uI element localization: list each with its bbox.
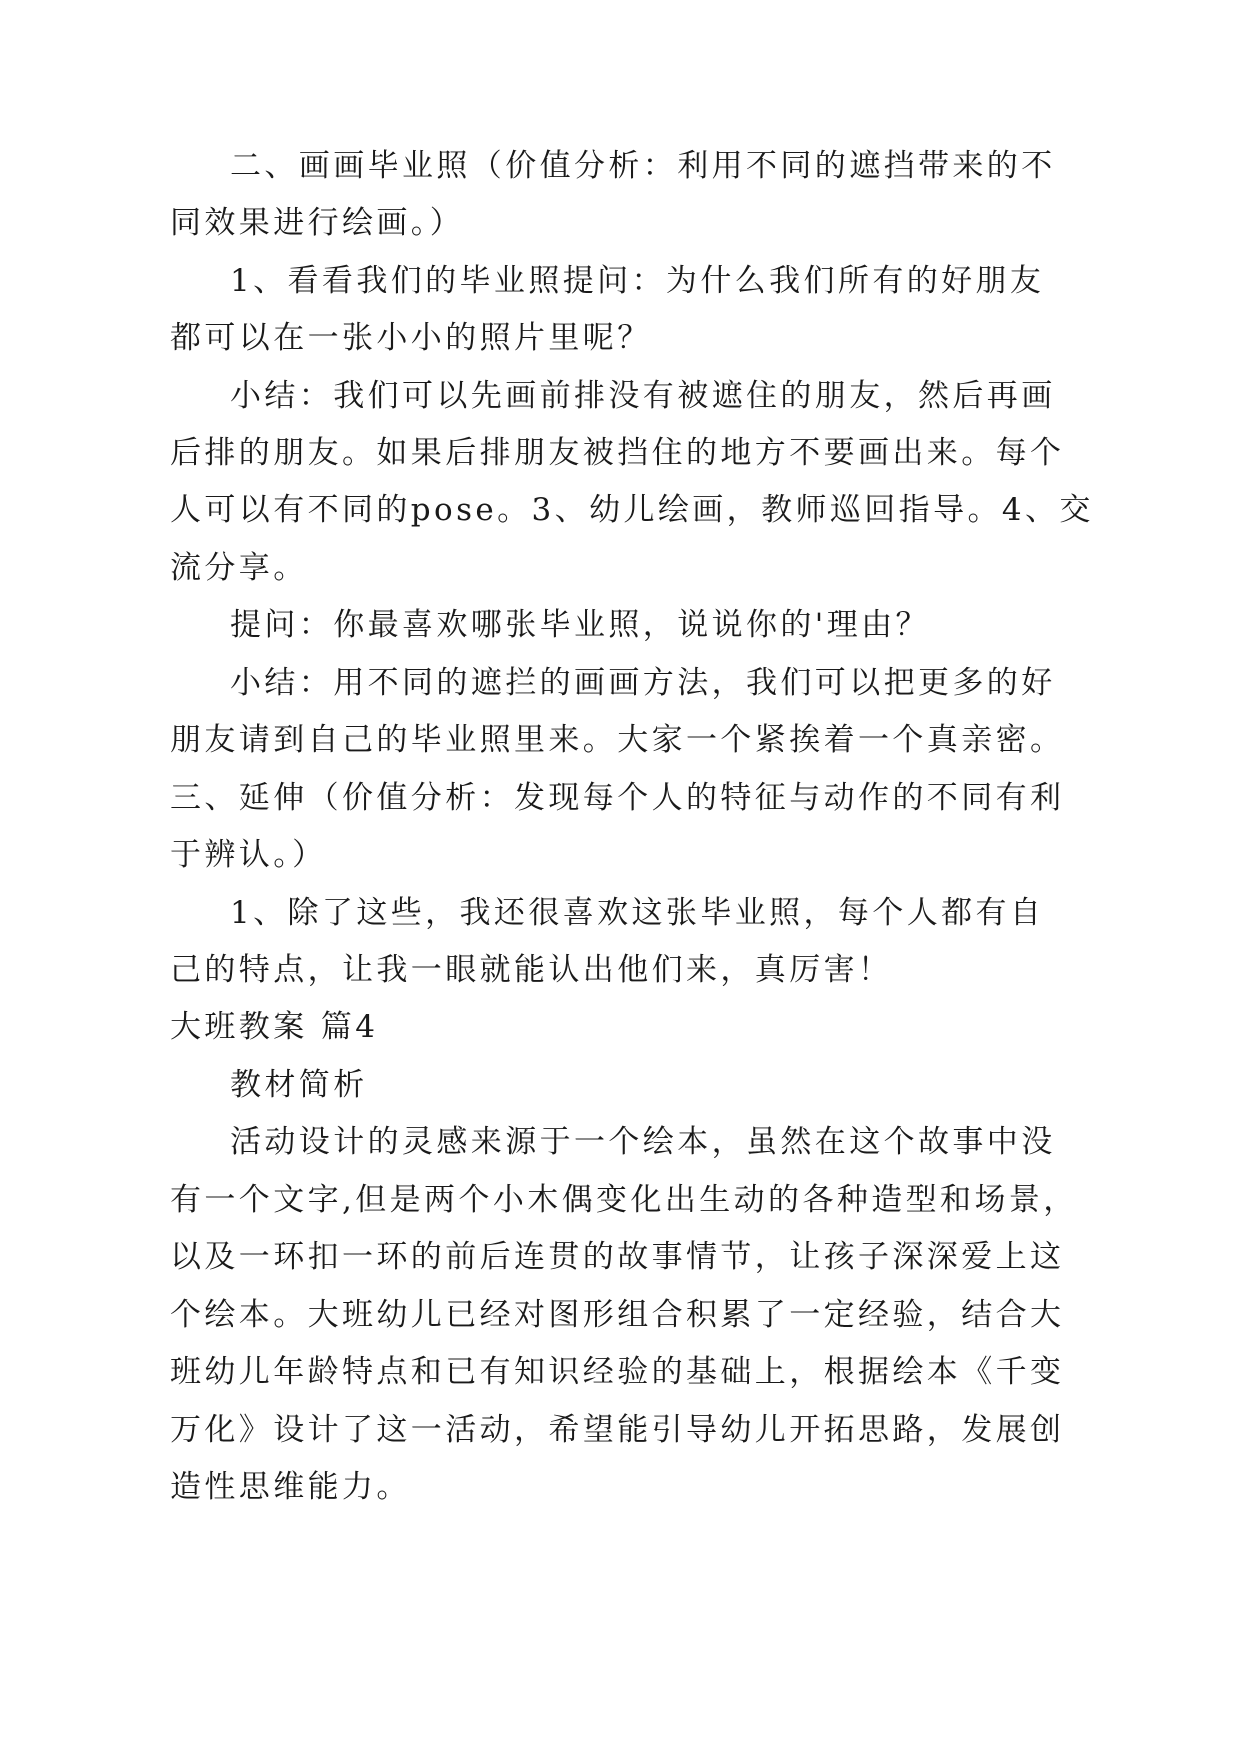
- text-line: 小结：用不同的遮拦的画画方法，我们可以把更多的好: [230, 665, 1056, 701]
- text-line: 有一个文字,但是两个小木偶变化出生动的各种造型和场景，: [170, 1182, 1078, 1218]
- text-line: 人可以有不同的pose。3、幼儿绘画，教师巡回指导。4、交: [170, 492, 1094, 528]
- text-line: 朋友请到自己的毕业照里来。大家一个紧挨着一个真亲密。: [170, 722, 1065, 758]
- text-line: 活动设计的灵感来源于一个绘本，虽然在这个故事中没: [230, 1124, 1056, 1160]
- text-line: 三、延伸（价值分析：发现每个人的特征与动作的不同有利: [170, 780, 1065, 816]
- text-line: 万化》设计了这一活动，希望能引导幼儿开拓思路，发展创: [170, 1412, 1065, 1448]
- text-line: 教材简析: [230, 1067, 368, 1103]
- text-line: 流分享。: [170, 550, 308, 586]
- text-line: 二、画画毕业照（价值分析：利用不同的遮挡带来的不: [230, 148, 1056, 184]
- text-line: 后排的朋友。如果后排朋友被挡住的地方不要画出来。每个: [170, 435, 1065, 471]
- text-line: 都可以在一张小小的照片里呢？: [170, 320, 652, 356]
- text-line: 1、看看我们的毕业照提问：为什么我们所有的好朋友: [230, 263, 1045, 299]
- text-line: 1、除了这些，我还很喜欢这张毕业照，每个人都有自: [230, 895, 1045, 931]
- text-line: 于辨认。）: [170, 837, 327, 873]
- section-heading: 大班教案 篇4: [170, 1009, 379, 1045]
- text-line: 以及一环扣一环的前后连贯的故事情节，让孩子深深爱上这: [170, 1239, 1065, 1275]
- text-line: 个绘本。大班幼儿已经对图形组合积累了一定经验，结合大: [170, 1297, 1065, 1333]
- text-line: 班幼儿年龄特点和已有知识经验的基础上，根据绘本《千变: [170, 1354, 1065, 1390]
- text-line: 提问：你最喜欢哪张毕业照，说说你的'理由？: [230, 607, 930, 643]
- text-line: 造性思维能力。: [170, 1469, 411, 1505]
- text-line: 同效果进行绘画。）: [170, 205, 465, 241]
- text-line: 小结：我们可以先画前排没有被遮住的朋友，然后再画: [230, 378, 1056, 414]
- text-line: 己的特点，让我一眼就能认出他们来，真厉害！: [170, 952, 893, 988]
